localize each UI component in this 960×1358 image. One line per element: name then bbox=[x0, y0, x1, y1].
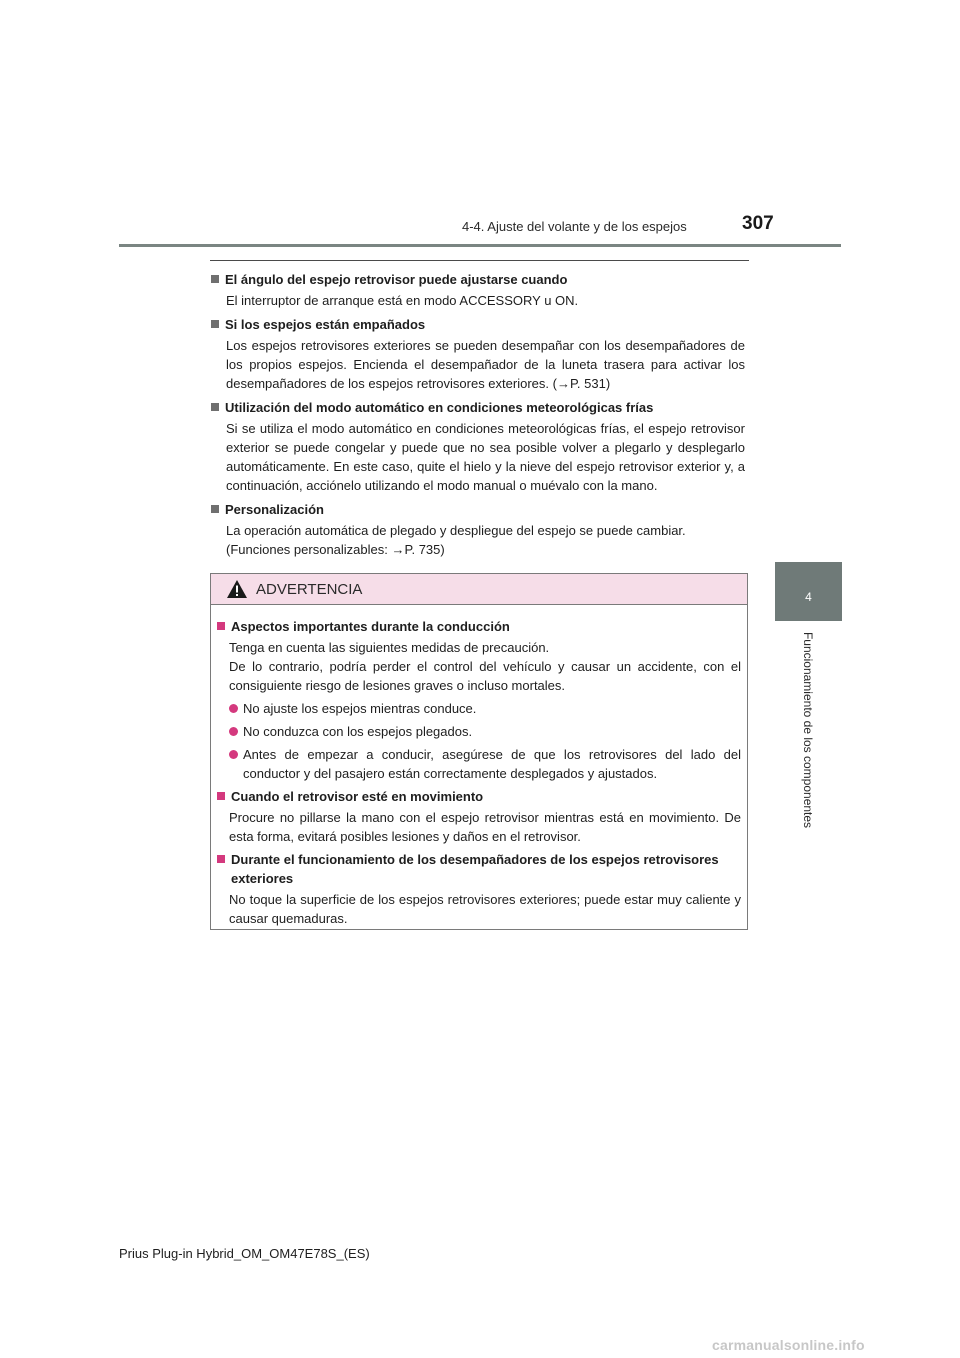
note-item bbox=[211, 270, 745, 310]
warning-section-body: No toque la superficie de los espejos retrovisores exteriores; puede estar muy caliente y causar quemaduras. bbox=[229, 892, 741, 926]
warning-body-line: De lo contrario, podría perder el control del vehículo y causar un accidente, con el consiguiente riesgo de lesiones graves o incluso mortales. bbox=[229, 659, 741, 693]
note-heading-text: Si los espejos están empañados bbox=[225, 317, 426, 332]
circle-bullet-icon bbox=[229, 727, 238, 736]
note-heading bbox=[211, 270, 745, 289]
footer-manual-id: Prius Plug-in Hybrid_OM_OM47E78S_(ES) bbox=[119, 1246, 370, 1261]
warning-heading-text: Aspectos importantes durante la conducción bbox=[231, 619, 510, 634]
circle-bullet-icon bbox=[229, 750, 238, 759]
note-heading bbox=[211, 398, 745, 417]
note-body: Los espejos retrovisores exteriores se pueden desempañar con los desempañadores de los propios espejos. Encienda el desempañador de la luneta trasera para activar los desempañadores de los espejos retrovisores exteriores. (→P. 531) bbox=[226, 338, 745, 391]
list-item bbox=[229, 699, 741, 718]
warning-section bbox=[217, 617, 741, 783]
warning-heading-text: Cuando el retrovisor esté en movimiento bbox=[231, 789, 484, 804]
header-rule bbox=[119, 244, 841, 247]
list-item bbox=[229, 722, 741, 741]
content-rule bbox=[210, 260, 749, 261]
warning-triangle-icon bbox=[226, 579, 248, 599]
note-item bbox=[211, 398, 745, 495]
list-item-text: No conduzca con los espejos plegados. bbox=[243, 724, 473, 739]
square-bullet-icon bbox=[211, 320, 219, 328]
note-heading bbox=[211, 315, 745, 334]
square-bullet-icon bbox=[217, 622, 225, 630]
warning-section-heading bbox=[217, 617, 741, 636]
note-body: Si se utiliza el modo automático en condiciones meteorológicas frías, el espejo retrovisor exterior se puede congelar y puede que no sea posible volver a plegarlo y desplegarlo automáticamente. En este caso, quite el hielo y la nieve del espejo retrovisor exterior y, a continuación, acciónelo utilizando el modo manual o muévalo con la mano. bbox=[226, 421, 745, 493]
warning-title: ADVERTENCIA bbox=[256, 580, 363, 598]
note-heading-text: Utilización del modo automático en condiciones meteorológicas frías bbox=[225, 400, 654, 415]
note-body-line: La operación automática de plegado y despliegue del espejo se puede cambiar. bbox=[226, 523, 686, 538]
chapter-number: 4 bbox=[805, 590, 812, 604]
warning-section-body bbox=[217, 638, 741, 783]
warning-section-heading bbox=[217, 787, 741, 806]
list-item-text: No ajuste los espejos mientras conduce. bbox=[243, 701, 477, 716]
warning-section-body: Procure no pillarse la mano con el espejo retrovisor mientras está en movimiento. De esta forma, evitará posibles lesiones y daños en el retrovisor. bbox=[229, 810, 741, 844]
warning-heading-text: Durante el funcionamiento de los desempañadores de los espejos retrovisores exteriores bbox=[231, 852, 719, 886]
page-number: 307 bbox=[742, 213, 774, 234]
notes-section bbox=[211, 270, 745, 564]
chapter-tab[interactable] bbox=[775, 562, 842, 621]
square-bullet-icon bbox=[217, 792, 225, 800]
note-item bbox=[211, 315, 745, 393]
section-title: 4-4. Ajuste del volante y de los espejos bbox=[462, 219, 687, 234]
warning-content bbox=[211, 605, 747, 928]
warning-section bbox=[217, 850, 741, 928]
warning-section-heading bbox=[217, 850, 741, 888]
note-body-line: (Funciones personalizables: →P. 735) bbox=[226, 542, 445, 557]
note-item bbox=[211, 500, 745, 559]
note-heading-text: El ángulo del espejo retrovisor puede ajustarse cuando bbox=[225, 272, 568, 287]
list-item bbox=[229, 745, 741, 783]
note-heading bbox=[211, 500, 745, 519]
warning-section bbox=[217, 787, 741, 846]
list-item-text: Antes de empezar a conducir, asegúrese de que los retrovisores del lado del conductor y del pasajero están correctamente desplegados y ajustados. bbox=[243, 747, 741, 781]
square-bullet-icon bbox=[211, 275, 219, 283]
warning-bullet-list bbox=[229, 699, 741, 783]
note-heading-text: Personalización bbox=[225, 502, 324, 517]
watermark: carmanualsonline.info bbox=[712, 1337, 865, 1353]
warning-box bbox=[210, 573, 748, 930]
note-body: El interruptor de arranque está en modo ACCESSORY u ON. bbox=[226, 293, 579, 308]
warning-body-line: Tenga en cuenta las siguientes medidas de precaución. bbox=[229, 640, 550, 655]
square-bullet-icon bbox=[211, 403, 219, 411]
chapter-title: Funcionamiento de los componentes bbox=[801, 631, 815, 829]
square-bullet-icon bbox=[217, 855, 225, 863]
circle-bullet-icon bbox=[229, 704, 238, 713]
note-body bbox=[211, 521, 745, 559]
square-bullet-icon bbox=[211, 505, 219, 513]
warning-header bbox=[211, 574, 747, 605]
